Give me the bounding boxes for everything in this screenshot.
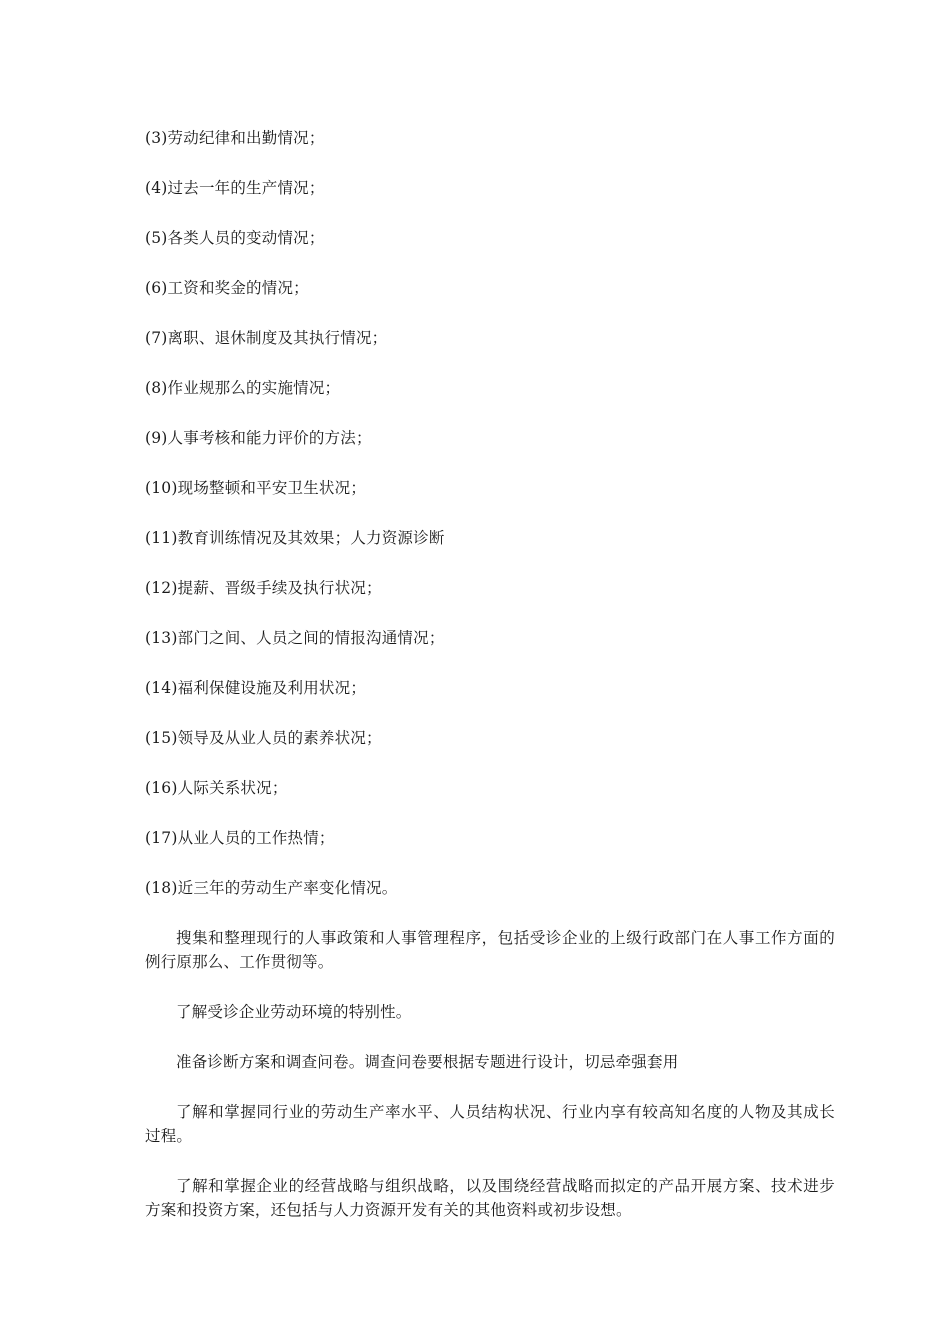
list-item: (10)现场整顿和平安卫生状况； xyxy=(145,479,367,497)
list-item: (7)离职、退休制度及其执行情况； xyxy=(145,329,388,347)
list-item: (18)近三年的劳动生产率变化情况。 xyxy=(145,879,398,897)
document-body xyxy=(145,126,835,1248)
paragraph-personnel-policies: 搜集和整理现行的人事政策和人事管理程序，包括受诊企业的上级行政部门在人事工作方面的例行原那么、工作贯彻等。 xyxy=(145,929,835,971)
paragraph-industry-benchmark: 了解和掌握同行业的劳动生产率水平、人员结构状况、行业内享有较高知名度的人物及其成长过程。 xyxy=(145,1103,835,1145)
list-item: (8)作业规那么的实施情况； xyxy=(145,379,341,397)
paragraph-labor-environment: 了解受诊企业劳动环境的特别性。 xyxy=(176,1003,412,1021)
list-item: (13)部门之间、人员之间的情报沟通情况； xyxy=(145,629,445,647)
list-item: (6)工资和奖金的情况； xyxy=(145,279,309,297)
list-item: (11)教育训练情况及其效果；人力资源诊断 xyxy=(145,529,445,547)
list-item: (17)从业人员的工作热情； xyxy=(145,829,335,847)
list-item: (3)劳动纪律和出勤情况； xyxy=(145,129,325,147)
list-item: (5)各类人员的变动情况； xyxy=(145,229,325,247)
paragraph-survey-plan: 准备诊断方案和调查问卷。调查问卷要根据专题进行设计，切忌牵强套用 xyxy=(176,1053,679,1071)
list-item: (4)过去一年的生产情况； xyxy=(145,179,325,197)
list-item: (9)人事考核和能力评价的方法； xyxy=(145,429,372,447)
list-item: (16)人际关系状况； xyxy=(145,779,288,797)
list-item: (14)福利保健设施及利用状况； xyxy=(145,679,367,697)
list-item: (12)提薪、晋级手续及执行状况； xyxy=(145,579,382,597)
paragraph-business-strategy: 了解和掌握企业的经营战略与组织战略，以及围绕经营战略而拟定的产品开展方案、技术进步方案和投资方案，还包括与人力资源开发有关的其他资料或初步设想。 xyxy=(145,1177,835,1219)
list-item: (15)领导及从业人员的素养状况； xyxy=(145,729,382,747)
